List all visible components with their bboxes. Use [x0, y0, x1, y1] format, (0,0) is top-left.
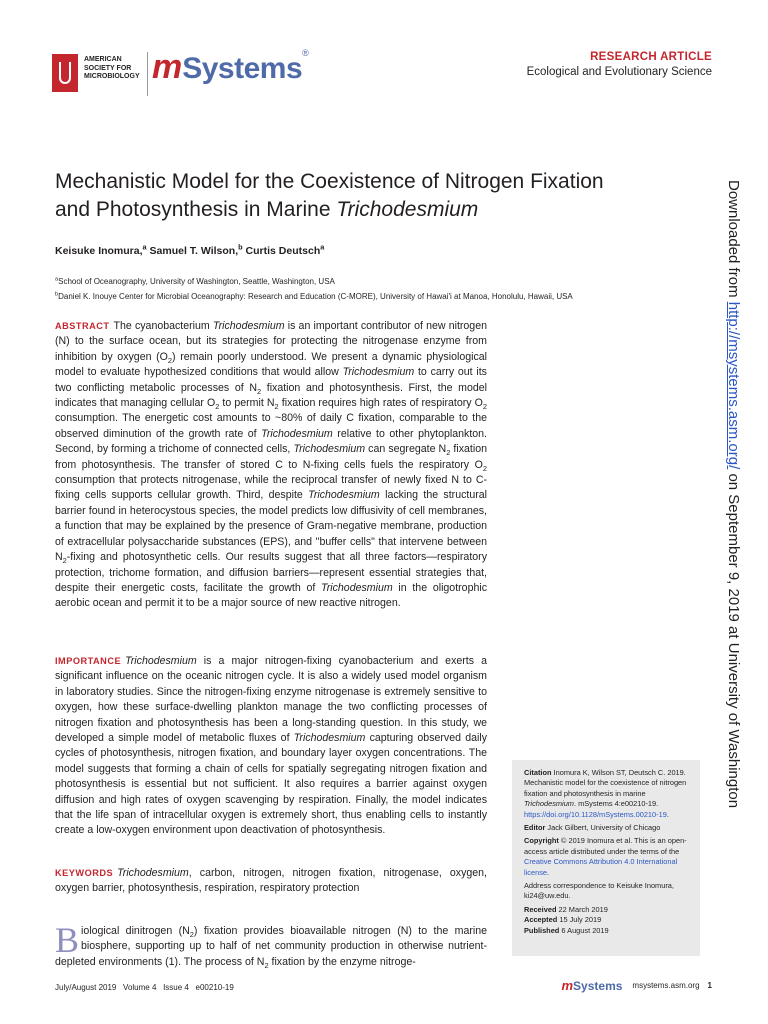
author-list: Keisuke Inomura,$^a$ Samuel T. Wilson,$^b$ Curtis Deutsch$^a$ [55, 242, 325, 257]
affiliation: $^b$Daniel K. Inouye Center for Microbial Oceanography: Research and Education (C-MORE), University of Hawai'i at Manoa, Honolulu, Hawaii, USA [55, 291, 573, 301]
correspondence: Address correspondence to Keisuke Inomura, ki24@uw.edu. [524, 881, 674, 901]
article-info-sidebar [512, 760, 700, 956]
article-title: Mechanistic Model for the Coexistence of Nitrogen Fixation and Photosynthesis in Marine Trichodesmium [55, 170, 604, 221]
footer-logo: m [561, 978, 574, 993]
author-name[interactable]: Samuel T. Wilson, [146, 245, 239, 257]
footer-site[interactable]: msystems.asm.org [632, 981, 700, 990]
drop-cap: B [55, 920, 80, 960]
footer-issue-info: July/August 2019 Volume 4 Issue 4 e00210-19 [55, 983, 234, 992]
keywords: KEYWORDS Trichodesmium, carbon, nitrogen, nitrogen fixation, nitrogenase, oxygen, oxygen barrier, photosynthesis, respiration, respiratory protection [55, 867, 487, 895]
section-name: Ecological and Evolutionary Science [526, 66, 712, 78]
affiliation: $^a$School of Oceanography, University of Washington, Seattle, Washington, USA [55, 276, 335, 286]
asm-logo [52, 52, 147, 98]
citation: Citation Inomura K, Wilson ST, Deutsch C. 2019. Mechanistic model for the coexistence of nitrogen fixation and photosynthesis in marine Trichodesmium. mSystems 4:e00210-19. https://doi.org/10.1128/mSystems.00210-19. [524, 768, 687, 819]
abstract: ABSTRACT The cyanobacterium Trichodesmium is an important contributor of new nitrogen (N) to the surface ocean, but its strategies for protecting the nitrogenase enzyme from inhibition by oxygen $(O_2)$ remain poorly understood. We present a dynamic physiological model to evaluate hypothesized conditions that would allow Trichodesmium to carry out its two conflicting metabolic processes of $N_2$ fixation and photosynthesis. First, the model indicates that managing cellular $O_2$ to permit $N_2$ fixation requires high rates of respiratory $O_2$ consumption. The energetic cost amounts to ~80% of daily C fixation, comparable to the observed diminution of the growth rate of Trichodesmium relative to other phytoplankton. Second, by forming a trichome of connected cells, Trichodesmium can segregate $N_2$ fixation from photosynthesis. The transfer of stored C to N-fixing cells fuels the respiratory $O_2$ consumption that protects nitrogenase, while the reciprocal transfer of newly fixed N to C-fixing cells supports cellular growth. Third, despite Trichodesmium lacking the structural barrier found in heterocystous species, the model predicts low diffusivity of cell membranes, a function that may be explained by the presence of Gram-negative membrane, production of extracellular polysaccharide substances (EPS), and "buffer cells" that intervene between $N_2$-fixing and photosynthetic cells. Our results suggest that all three factors—respiratory protection, trichome formation, and diffusion barriers—represent essential strategies that, despite their energetic costs, facilitate the growth of Trichodesmium in the oligotrophic aerobic ocean and permit it to be a major source of new reactive nitrogen. [55, 320, 488, 610]
msystems-logo: mSystems® [152, 48, 309, 86]
asm-society-name: AMERICAN SOCIETY FOR MICROBIOLOGY [84, 56, 140, 80]
footer-journal: m Systems msystems.asm.org 1 [561, 978, 712, 993]
journal-url-link[interactable]: http://msystems.asm.org/ [725, 301, 742, 470]
abstract-label: ABSTRACT [55, 321, 110, 331]
article-type: RESEARCH ARTICLE [590, 51, 712, 63]
body-paragraph: Biological dinitrogen $(N_2)$ fixation provides bioavailable nitrogen (N) to the marine biosphere, supporting up to half of net community production in otherwise nutrient-depleted environments (1). The process of $N_2$ fixation by the enzyme nitroge- [55, 920, 487, 970]
received-date: Received 22 March 2019 [524, 904, 608, 914]
importance-label: IMPORTANCE [55, 656, 122, 666]
author-name[interactable]: Keisuke Inomura, [55, 245, 143, 257]
published-date: Published 6 August 2019 [524, 925, 609, 935]
license-link[interactable]: Creative Commons Attribution 4.0 International license [524, 857, 678, 877]
doi-link[interactable]: https://doi.org/10.1128/mSystems.00210-19 [524, 809, 667, 819]
page-number: 1 [707, 981, 712, 990]
accepted-date: Accepted 15 July 2019 [524, 915, 602, 925]
author-name[interactable]: Curtis Deutsch [242, 245, 321, 257]
keywords-label: KEYWORDS [55, 868, 114, 878]
asm-flask-icon [52, 54, 78, 92]
editor: Editor Jack Gilbert, University of Chicago [524, 823, 661, 833]
download-notice: Downloaded from http://msystems.asm.org/ on September 9, 2019 at University of Washington [725, 180, 742, 809]
importance-section: IMPORTANCE Trichodesmium is a major nitrogen-fixing cyanobacterium and exerts a significant influence on the oceanic nitrogen cycle. It is also a widely used model organism in laboratory studies. Since the nitrogen-fixing enzyme nitrogenase is extremely sensitive to oxygen, how these surface-dwelling plankton manage the two conflicting processes of nitrogen fixation and photosynthesis has been a long-standing question. In this study, we developed a simple model of metabolic fluxes of Trichodesmium capturing observed daily cycles of photosynthesis, nitrogen fixation, and boundary layer oxygen concentrations. The model suggests that forming a chain of cells for spatially segregating nitrogen fixation and photosynthesis is essential but not sufficient. It also requires a barrier against oxygen diffusion and high rates of oxygen scavenging by respiration. Finally, the model indicates that the life span of intracellular oxygen is extremely short, thus enabling cells to instantly create a low-oxygen environment upon deactivation of photosynthesis. [55, 655, 488, 837]
copyright: Copyright © 2019 Inomura et al. This is an open-access article distributed under the terms of the Creative Commons Attribution 4.0 International license. [524, 836, 687, 877]
logo-divider [147, 52, 148, 96]
